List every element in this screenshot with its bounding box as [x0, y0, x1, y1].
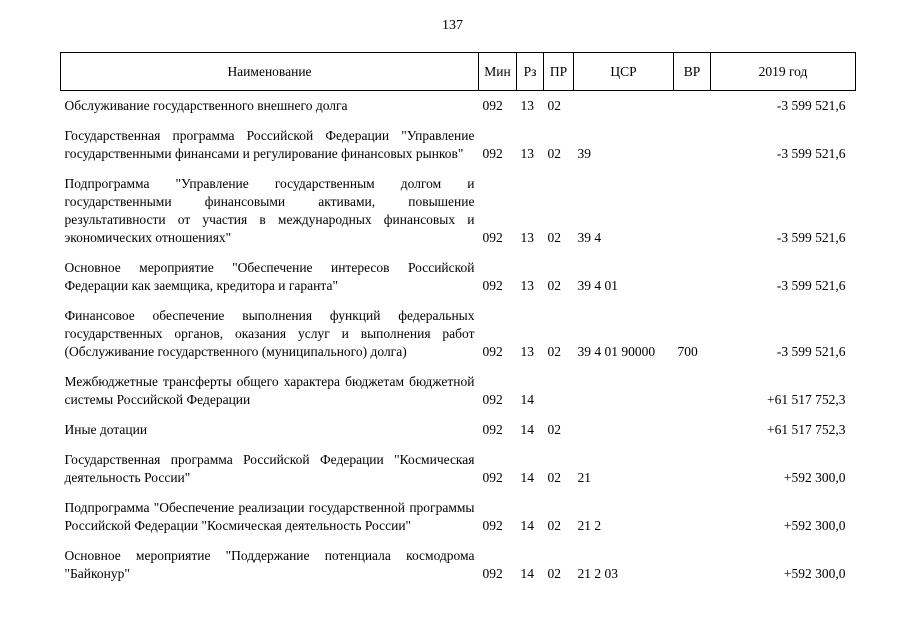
row-min: 092 [482, 278, 503, 293]
header-vr: ВР [674, 53, 711, 91]
row-rz: 13 [520, 230, 534, 245]
row-name: Обслуживание государственного внешнего долга [64, 98, 348, 113]
header-pr: ПР [544, 53, 574, 91]
budget-table [60, 52, 856, 591]
row-rz: 14 [520, 518, 534, 533]
row-vr [674, 171, 711, 255]
row-name: Подпрограмма "Управление государственным долгом и государственными финансовыми активами, повышение результативности от участия в международных финансовых и экономических отношениях" [64, 176, 475, 245]
row-rz: 14 [520, 566, 534, 581]
row-vr: 700 [677, 344, 698, 359]
row-pr: 02 [547, 566, 561, 581]
row-min: 092 [482, 392, 503, 407]
row-min: 092 [482, 470, 503, 485]
row-vr [674, 495, 711, 543]
page-number: 137 [442, 18, 463, 33]
row-vr [674, 447, 711, 495]
row-vr [674, 91, 711, 124]
row-rz: 14 [520, 422, 534, 437]
row-csr [574, 369, 674, 417]
row-rz: 14 [520, 470, 534, 485]
row-vr [674, 369, 711, 417]
row-amount: +592 300,0 [783, 470, 846, 485]
row-name: Государственная программа Российской Федерации "Управление государственными финансами и регулирование финансовых рынков" [64, 128, 475, 161]
row-min: 092 [482, 518, 503, 533]
row-rz: 13 [520, 344, 534, 359]
row-amount: -3 599 521,6 [776, 146, 846, 161]
table-row [61, 543, 856, 591]
row-pr: 02 [547, 278, 561, 293]
row-csr: 21 2 03 [577, 566, 618, 581]
row-min: 092 [482, 230, 503, 245]
row-min: 092 [482, 422, 503, 437]
table-header [61, 53, 856, 91]
table-row [61, 171, 856, 255]
row-min: 092 [482, 344, 503, 359]
row-csr: 39 4 01 90000 [577, 344, 656, 359]
row-min: 092 [482, 98, 503, 113]
table-row [61, 369, 856, 417]
row-amount: -3 599 521,6 [776, 344, 846, 359]
row-csr: 39 4 [577, 230, 602, 245]
row-pr: 02 [547, 98, 561, 113]
row-min: 092 [482, 146, 503, 161]
row-csr [574, 91, 674, 124]
row-name: Основное мероприятие "Поддержание потенциала космодрома "Байконур" [64, 548, 475, 581]
row-rz: 13 [520, 98, 534, 113]
row-csr: 39 4 01 [577, 278, 618, 293]
row-vr [674, 123, 711, 171]
row-name: Государственная программа Российской Федерации "Космическая деятельность России" [64, 452, 475, 485]
header-min: Мин [479, 53, 517, 91]
row-amount: -3 599 521,6 [776, 230, 846, 245]
table-body [61, 91, 856, 592]
header-year: 2019 год [711, 53, 856, 91]
row-csr [574, 417, 674, 447]
table-row [61, 417, 856, 447]
row-rz: 13 [520, 146, 534, 161]
table-row [61, 255, 856, 303]
header-csr: ЦСР [574, 53, 674, 91]
row-min: 092 [482, 566, 503, 581]
table-row [61, 495, 856, 543]
row-pr: 02 [547, 146, 561, 161]
row-name: Иные дотации [64, 422, 148, 437]
row-name: Подпрограмма "Обеспечение реализации государственной программы Российской Федерации "Космическая деятельность России" [64, 500, 475, 533]
row-amount: +61 517 752,3 [767, 422, 846, 437]
row-name: Основное мероприятие "Обеспечение интересов Российской Федерации как заемщика, кредитора и гаранта" [64, 260, 475, 293]
row-rz: 13 [520, 278, 534, 293]
table-row [61, 303, 856, 369]
row-csr: 39 [577, 146, 591, 161]
row-amount: -3 599 521,6 [776, 278, 846, 293]
row-amount: +61 517 752,3 [767, 392, 846, 407]
row-pr: 02 [547, 470, 561, 485]
row-vr [674, 543, 711, 591]
header-rz: Рз [517, 53, 544, 91]
row-pr [544, 369, 574, 417]
row-amount: -3 599 521,6 [776, 98, 846, 113]
row-pr: 02 [547, 422, 561, 437]
row-csr: 21 [577, 470, 591, 485]
row-csr: 21 2 [577, 518, 602, 533]
row-amount: +592 300,0 [783, 518, 846, 533]
row-pr: 02 [547, 518, 561, 533]
row-amount: +592 300,0 [783, 566, 846, 581]
row-pr: 02 [547, 344, 561, 359]
row-pr: 02 [547, 230, 561, 245]
table-row [61, 447, 856, 495]
row-name: Межбюджетные трансферты общего характера бюджетам бюджетной системы Российской Федерации [64, 374, 475, 407]
row-rz: 14 [520, 392, 534, 407]
header-name: Наименование [61, 53, 479, 91]
row-name: Финансовое обеспечение выполнения функций федеральных государственных органов, оказания услуг и выполнения работ (Обслуживание государственного (муниципального) долга) [64, 308, 475, 359]
table-row [61, 123, 856, 171]
table-row [61, 91, 856, 124]
row-vr [674, 255, 711, 303]
row-vr [674, 417, 711, 447]
